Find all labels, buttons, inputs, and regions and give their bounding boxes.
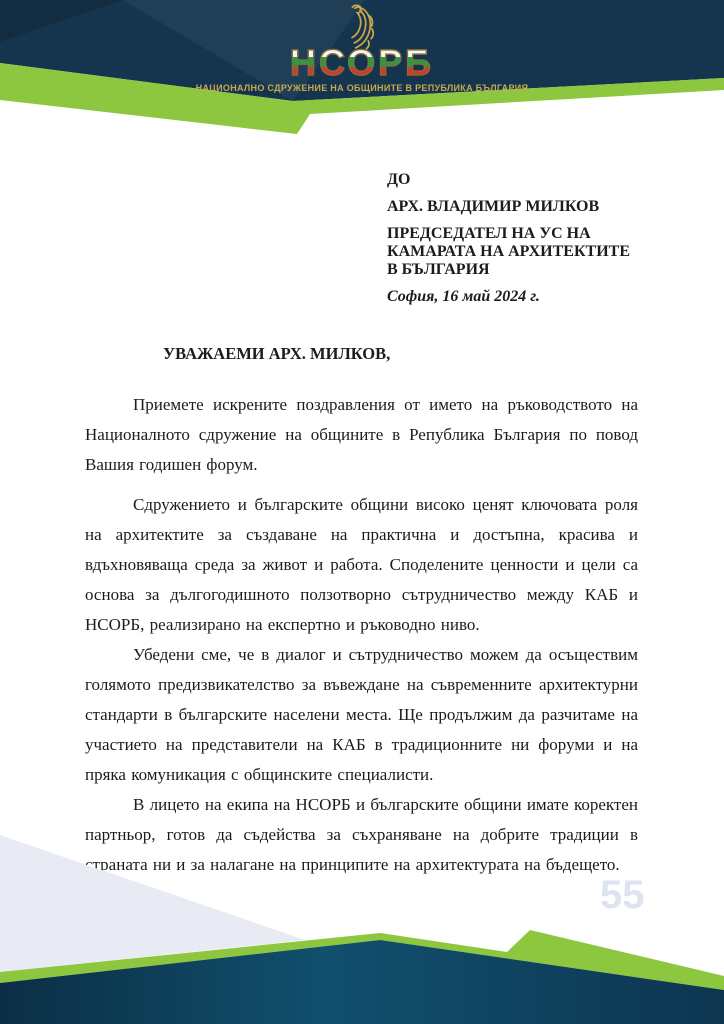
footer-decoration	[0, 820, 724, 1024]
paragraph: В лицето на екипа на НСОРБ и българските общини имате коректен партньор, готов да съдейства за съхраняване на добрите традиции в страната ни и за налагане на принципите на архитектурата на бъдещето.	[85, 795, 638, 874]
recipient-title: ПРЕДСЕДАТЕЛ НА УС НА КАМАРАТА НА АРХИТЕКТИТЕ В БЪЛГАРИЯ	[387, 225, 630, 278]
salutation: УВАЖАЕМИ АРХ. МИЛКОВ,	[163, 344, 391, 363]
org-abbreviation: НСОРБ	[0, 42, 724, 84]
to-label: ДО	[387, 171, 411, 188]
paragraph: Убедени сме, че в диалог и сътрудничество можем да осъществим голямото предизвикателство за въвеждане на съвременните архитектурни стандарти в българските населени места. Ще продължим да разчитаме на участието на представители на КАБ в традиционните ни форуми и на пряка комуникация с общинските специалисти.	[85, 645, 638, 784]
org-logo	[0, 0, 724, 100]
anniversary-55-text: 55	[600, 873, 645, 917]
recipient-block	[387, 171, 637, 288]
paragraph: Приемете искрените поздравления от името на ръководството на Националното сдружение на общините в Република България по повод Вашия годишен форум.	[85, 395, 638, 474]
dateline: София, 16 май 2024 г.	[387, 288, 540, 305]
org-full-name: НАЦИОНАЛНО СДРУЖЕНИЕ НА ОБЩИНИТЕ В РЕПУБЛИКА БЪЛГАРИЯ	[195, 83, 529, 93]
paragraph: Сдружението и българските общини високо ценят ключовата роля на архитектите за създаване на практична и достъпна, красива и вдъхновяваща среда за живот и работа. Споделените ценности и цели са основа за дългогодишното ползотворно сътрудничество между КАБ и НСОРБ, реализирано на експертно и ръководно ниво.	[85, 495, 638, 634]
recipient-name: АРХ. ВЛАДИМИР МИЛКОВ	[387, 198, 600, 215]
